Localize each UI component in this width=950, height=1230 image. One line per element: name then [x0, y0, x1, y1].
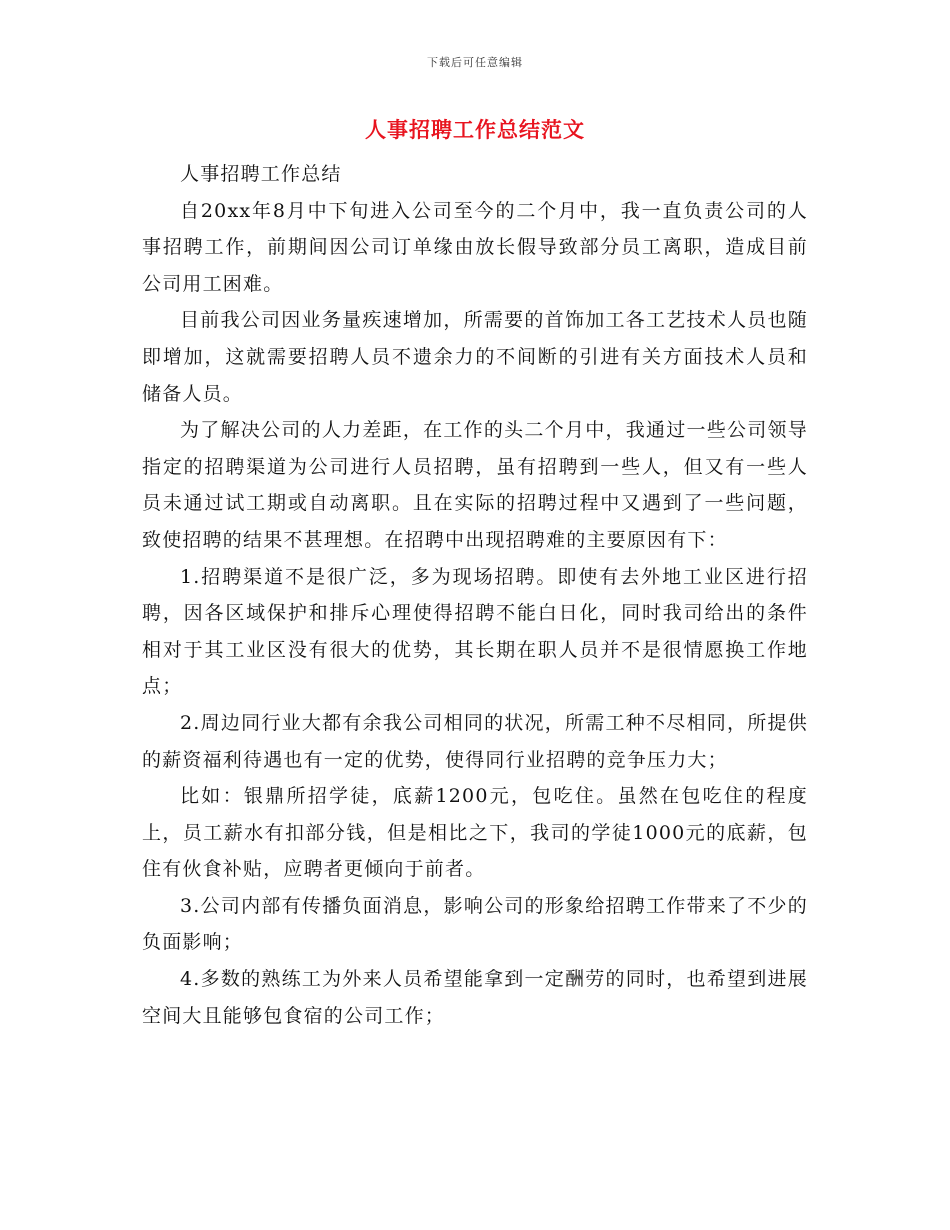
paragraph: 目前我公司因业务量疾速增加，所需要的首饰加工各工艺技术人员也随即增加，这就需要招聘人员不遗余力的不间断的引进有关方面技术人员和储备人员。 [142, 309, 808, 405]
list-item-4: 4.多数的熟练工为外来人员希望能拿到一定酬劳的同时，也希望到进展空间大且能够包食宿的公司工作； [142, 968, 808, 1027]
example-paragraph: 比如：银鼎所招学徒，底薪1200元，包吃住。虽然在包吃住的程度上，员工薪水有扣部分钱，但是相比之下，我司的学徒1000元的底薪，包住有伙食补贴，应聘者更倾向于前者。 [142, 785, 808, 881]
header-note: 下载后可任意编辑 [427, 56, 523, 69]
document-title: 人事招聘工作总结范文 [365, 117, 585, 142]
paragraph-subtitle: 人事招聘工作总结 [180, 163, 342, 185]
paragraph: 自20xx年8月中下旬进入公司至今的二个月中，我一直负责公司的人事招聘工作，前期间因公司订单缘由放长假导致部分员工离职，造成目前公司用工困难。 [142, 199, 808, 295]
list-item-2: 2.周边同行业大都有余我公司相同的状况，所需工种不尽相同，所提供的薪资福利待遇也有一定的优势，使得同行业招聘的竞争压力大； [142, 711, 808, 771]
paragraph: 为了解决公司的人力差距，在工作的头二个月中，我通过一些公司领导指定的招聘渠道为公司进行人员招聘，虽有招聘到一些人，但又有一些人员未通过试工期或自动离职。且在实际的招聘过程中又遇到了一些问题，致使招聘的结果不甚理想。在招聘中出现招聘难的主要原因有下： [142, 419, 808, 551]
list-item-1: 1.招聘渠道不是很广泛，多为现场招聘。即使有去外地工业区进行招聘，因各区域保护和排斥心理使得招聘不能白日化，同时我司给出的条件相对于其工业区没有很大的优势，其长期在职人员并不是很情愿换工作地点； [142, 565, 808, 698]
document-body [142, 156, 808, 1034]
list-item-3: 3.公司内部有传播负面消息，影响公司的形象给招聘工作带来了不少的负面影响； [142, 894, 808, 954]
